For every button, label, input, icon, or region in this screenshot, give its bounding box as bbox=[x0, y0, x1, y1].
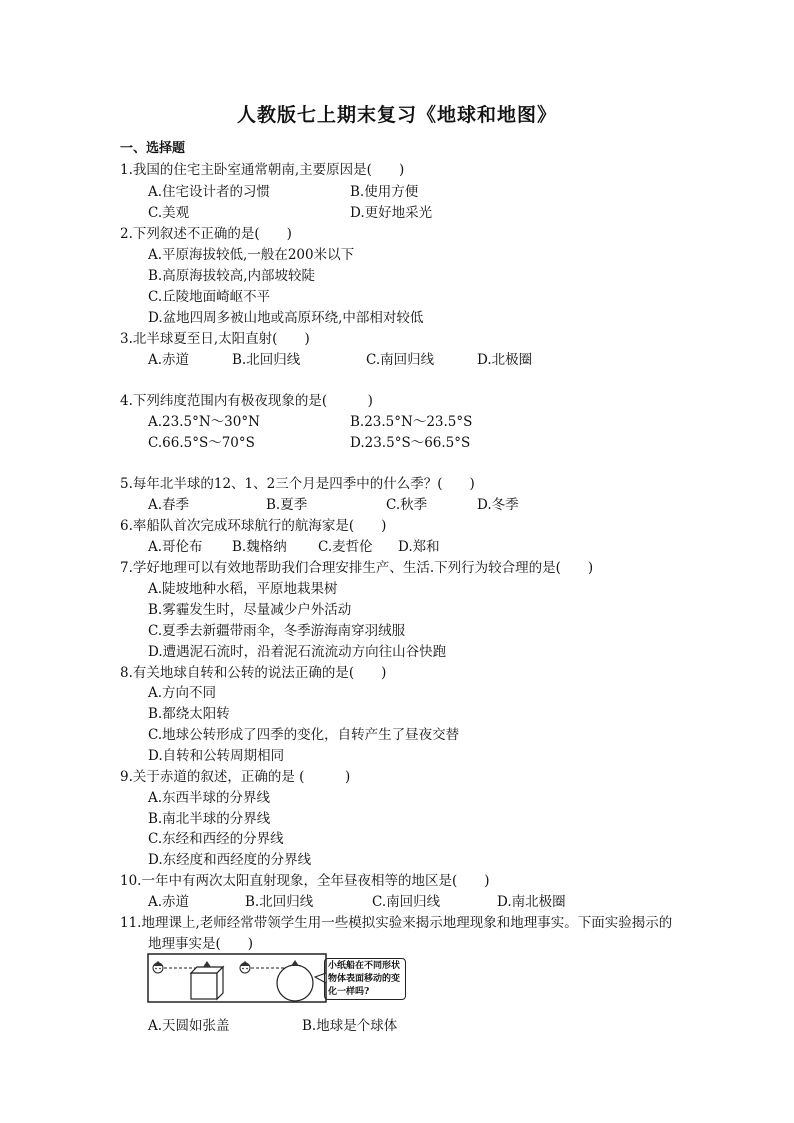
q10-option-b: B.北回归线 bbox=[245, 894, 314, 910]
q4-option-c: C.66.5°S～70°S bbox=[148, 435, 255, 451]
question-7-stem: 7.学好地理可以有效地帮助我们合理安排生产、生活.下列行为较合理的是( ) bbox=[120, 560, 594, 576]
question-11-stem: 11.地理课上,老师经常带领学生用一些模拟实验来揭示地理现象和地理事实。下面实验揭示的 bbox=[120, 915, 673, 931]
q8-option-c: C.地球公转形成了四季的变化，自转产生了昼夜交替 bbox=[148, 727, 460, 743]
q10-option-a: A.赤道 bbox=[148, 894, 190, 910]
q1-option-d: D.更好地采光 bbox=[350, 205, 433, 221]
speech-bubble: 小纸船在不同形状物体表面移动的变化一样吗? bbox=[324, 958, 406, 1000]
section-heading: 一、选择题 bbox=[120, 141, 186, 156]
q1-option-b: B.使用方便 bbox=[350, 184, 419, 200]
q11-option-b: B.地球是个球体 bbox=[302, 1018, 398, 1034]
q5-option-a: A.春季 bbox=[148, 497, 190, 513]
q2-option-a: A.平原海拔较低,一般在200米以下 bbox=[148, 247, 355, 263]
q9-option-c: C.东经和西经的分界线 bbox=[148, 831, 284, 847]
question-1-stem: 1.我国的住宅主卧室通常朝南,主要原因是( ) bbox=[120, 162, 405, 178]
q8-option-a: A.方向不同 bbox=[148, 685, 217, 701]
q9-option-d: D.东经度和西经度的分界线 bbox=[148, 852, 312, 868]
q4-option-b: B.23.5°N～23.5°S bbox=[350, 414, 473, 430]
q5-option-d: D.冬季 bbox=[477, 497, 519, 513]
q8-option-b: B.都绕太阳转 bbox=[148, 706, 230, 722]
q7-option-d: D.遭遇泥石流时，沿着泥石流流动方向往山谷快跑 bbox=[148, 644, 447, 660]
q10-option-d: D.南北极圈 bbox=[497, 894, 566, 910]
q4-option-a: A.23.5°N～30°N bbox=[148, 414, 260, 430]
question-4-stem: 4.下列纬度范围内有极夜现象的是( ) bbox=[120, 393, 373, 409]
question-10-stem: 10.一年中有两次太阳直射现象，全年昼夜相等的地区是( ) bbox=[120, 873, 490, 889]
question-8-stem: 8.有关地球自转和公转的说法正确的是( ) bbox=[120, 665, 387, 681]
q6-option-d: D.郑和 bbox=[398, 539, 440, 555]
page-title: 人教版七上期末复习《地球和地图》 bbox=[236, 104, 557, 126]
question-3-stem: 3.北半球夏至日,太阳直射( ) bbox=[120, 331, 310, 347]
q7-option-a: A.陡坡地种水稻，平原地栽果树 bbox=[148, 581, 338, 597]
q11-option-a: A.天圆如张盖 bbox=[148, 1018, 230, 1034]
experiment-illustration bbox=[147, 953, 327, 1003]
question-5-stem: 5.每年北半球的12、1、2三个月是四季中的什么季？( ) bbox=[120, 476, 475, 492]
q3-option-b: B.北回归线 bbox=[232, 352, 301, 368]
q3-option-a: A.赤道 bbox=[148, 352, 190, 368]
question-2-stem: 2.下列叙述不正确的是( ) bbox=[120, 226, 292, 242]
cube-shape bbox=[191, 961, 223, 999]
q8-option-d: D.自转和公转周期相同 bbox=[148, 748, 285, 764]
q3-option-d: D.北极圈 bbox=[477, 352, 533, 368]
question-9-stem: 9.关于赤道的叙述，正确的是 ( ) bbox=[120, 769, 351, 785]
q5-option-b: B.夏季 bbox=[266, 497, 308, 513]
question-6-stem: 6.率船队首次完成环球航行的航海家是( ) bbox=[120, 518, 387, 534]
q7-option-c: C.夏季去新疆带雨伞，冬季游海南穿羽绒服 bbox=[148, 623, 406, 639]
q3-option-c: C.南回归线 bbox=[366, 352, 435, 368]
q6-option-a: A.哥伦布 bbox=[148, 539, 203, 555]
q1-option-c: C.美观 bbox=[148, 205, 190, 221]
q7-option-b: B.雾霾发生时，尽量减少户外活动 bbox=[148, 602, 352, 618]
experiment-drawing bbox=[147, 953, 327, 1003]
student-icon bbox=[153, 961, 163, 973]
q2-option-b: B.高原海拔较高,内部坡较陡 bbox=[148, 268, 316, 284]
q1-option-a: A.住宅设计者的习惯 bbox=[148, 184, 271, 200]
question-11-stem-continued: 地理事实是( ) bbox=[148, 936, 254, 952]
q9-option-a: A.东西半球的分界线 bbox=[148, 790, 271, 806]
sphere-shape bbox=[277, 960, 313, 1001]
student-icon bbox=[240, 961, 250, 973]
q6-option-b: B.魏格纳 bbox=[232, 539, 287, 555]
q10-option-c: C.南回归线 bbox=[372, 894, 441, 910]
q2-option-c: C.丘陵地面崎岖不平 bbox=[148, 289, 271, 305]
q5-option-c: C.秋季 bbox=[386, 497, 428, 513]
q4-option-d: D.23.5°S～66.5°S bbox=[350, 435, 471, 451]
q2-option-d: D.盆地四周多被山地或高原环绕,中部相对较低 bbox=[148, 310, 424, 326]
q9-option-b: B.南北半球的分界线 bbox=[148, 811, 271, 827]
q6-option-c: C.麦哲伦 bbox=[318, 539, 373, 555]
